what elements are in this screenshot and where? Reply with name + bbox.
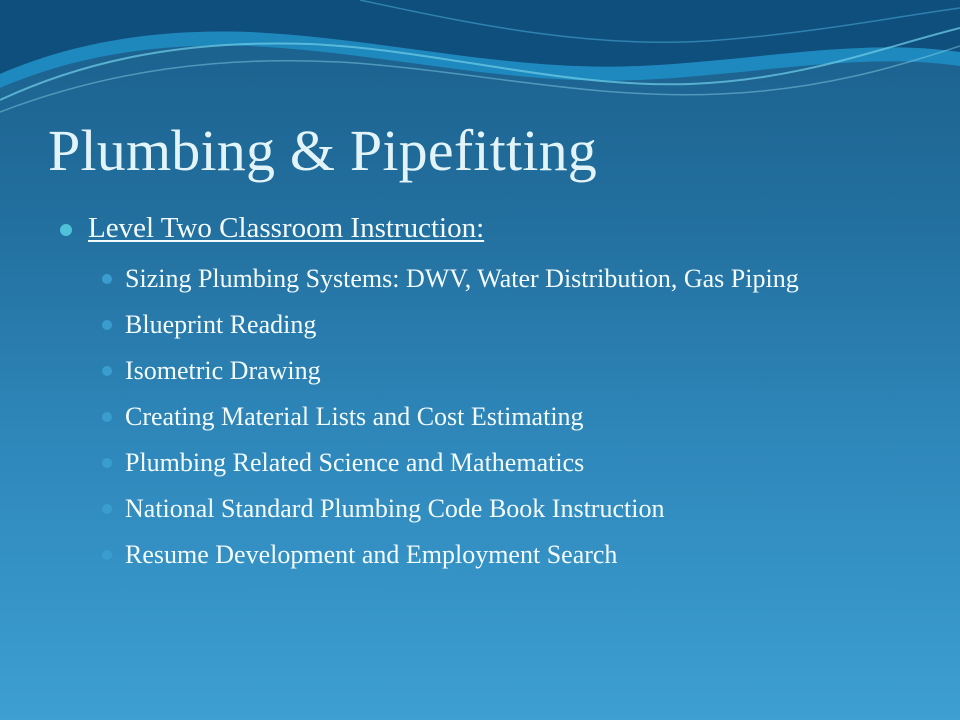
list-item xyxy=(56,308,945,341)
list-item xyxy=(56,492,945,525)
secondary-bullet-icon xyxy=(102,366,112,376)
list-item-text: Isometric Drawing xyxy=(125,355,321,385)
instruction-list xyxy=(56,262,916,571)
primary-bullet-icon xyxy=(60,224,72,236)
list-item xyxy=(56,262,945,295)
secondary-bullet-icon xyxy=(102,412,112,422)
list-item-text: Plumbing Related Science and Mathematics xyxy=(125,447,585,477)
list-item-text: Blueprint Reading xyxy=(125,309,317,339)
secondary-bullet-icon xyxy=(102,504,112,514)
list-item-text: Sizing Plumbing Systems: DWV, Water Distribution, Gas Piping xyxy=(125,263,799,293)
list-item-text: National Standard Plumbing Code Book Instruction xyxy=(125,493,665,523)
list-item xyxy=(56,538,945,571)
list-item-text: Resume Development and Employment Search xyxy=(125,539,618,569)
secondary-bullet-icon xyxy=(102,320,112,330)
section-heading xyxy=(56,210,916,248)
wave-header-decoration xyxy=(0,0,960,120)
slide-content xyxy=(56,210,916,584)
list-item xyxy=(56,400,945,433)
slide-title: Plumbing & Pipefitting xyxy=(48,118,597,183)
secondary-bullet-icon xyxy=(102,458,112,468)
list-item-text: Creating Material Lists and Cost Estimating xyxy=(125,401,584,431)
secondary-bullet-icon xyxy=(102,550,112,560)
list-item xyxy=(56,354,945,387)
list-item xyxy=(56,446,945,479)
section-heading-label: Level Two Classroom Instruction: xyxy=(88,212,485,244)
secondary-bullet-icon xyxy=(102,274,112,284)
